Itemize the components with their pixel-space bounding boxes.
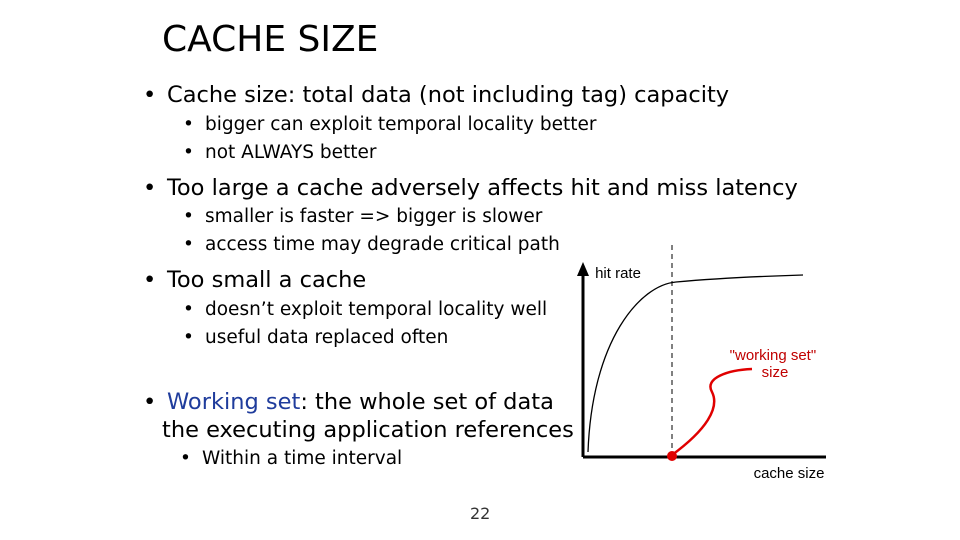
bullet-dot: • [183,206,194,227]
y-axis-label: hit rate [595,265,641,282]
annotation-line-1: "working set" [729,347,817,364]
bullet-text: Too small a cache [167,267,367,293]
annotation-line-2: size [761,364,789,381]
working-set-point [667,451,677,461]
bullet-text: Cache size: total data (not including tag) capacity [167,82,730,108]
bullet-text: doesn’t exploit temporal locality well [205,299,548,320]
bullet-dot: • [183,299,194,320]
page-number: 22 [470,504,491,523]
working-set-annotation [730,347,821,381]
x-axis-label: cache size [753,465,825,482]
bullet-dot: • [183,234,194,255]
bullet-dot: • [143,389,157,415]
bullet-continuation: the executing application references [162,417,574,443]
bullet-text: Too large a cache adversely affects hit and miss latency [167,175,798,201]
bullet-dot: • [143,82,157,108]
bullet-dot: • [183,327,194,348]
y-axis-arrow-icon [577,262,589,276]
bullet-dot: • [183,142,194,163]
bullet-text: : the whole set of data [300,389,554,415]
bullet-text: useful data replaced often [205,327,449,348]
bullet-text: not ALWAYS better [205,142,377,163]
bullet-text: access time may degrade critical path [205,234,560,255]
annotation-arrow [672,369,752,455]
bullet-text: Within a time interval [202,448,403,469]
bullet-dot: • [183,114,194,135]
bullet-dot: • [180,448,191,469]
working-set-term: Working set [167,389,301,415]
bullet-dot: • [143,175,157,201]
bullet-text: bigger can exploit temporal locality better [205,114,597,135]
bullet-dot: • [143,267,157,293]
slide-title: CACHE SIZE [162,19,379,60]
bullet-text: smaller is faster => bigger is slower [205,206,543,227]
